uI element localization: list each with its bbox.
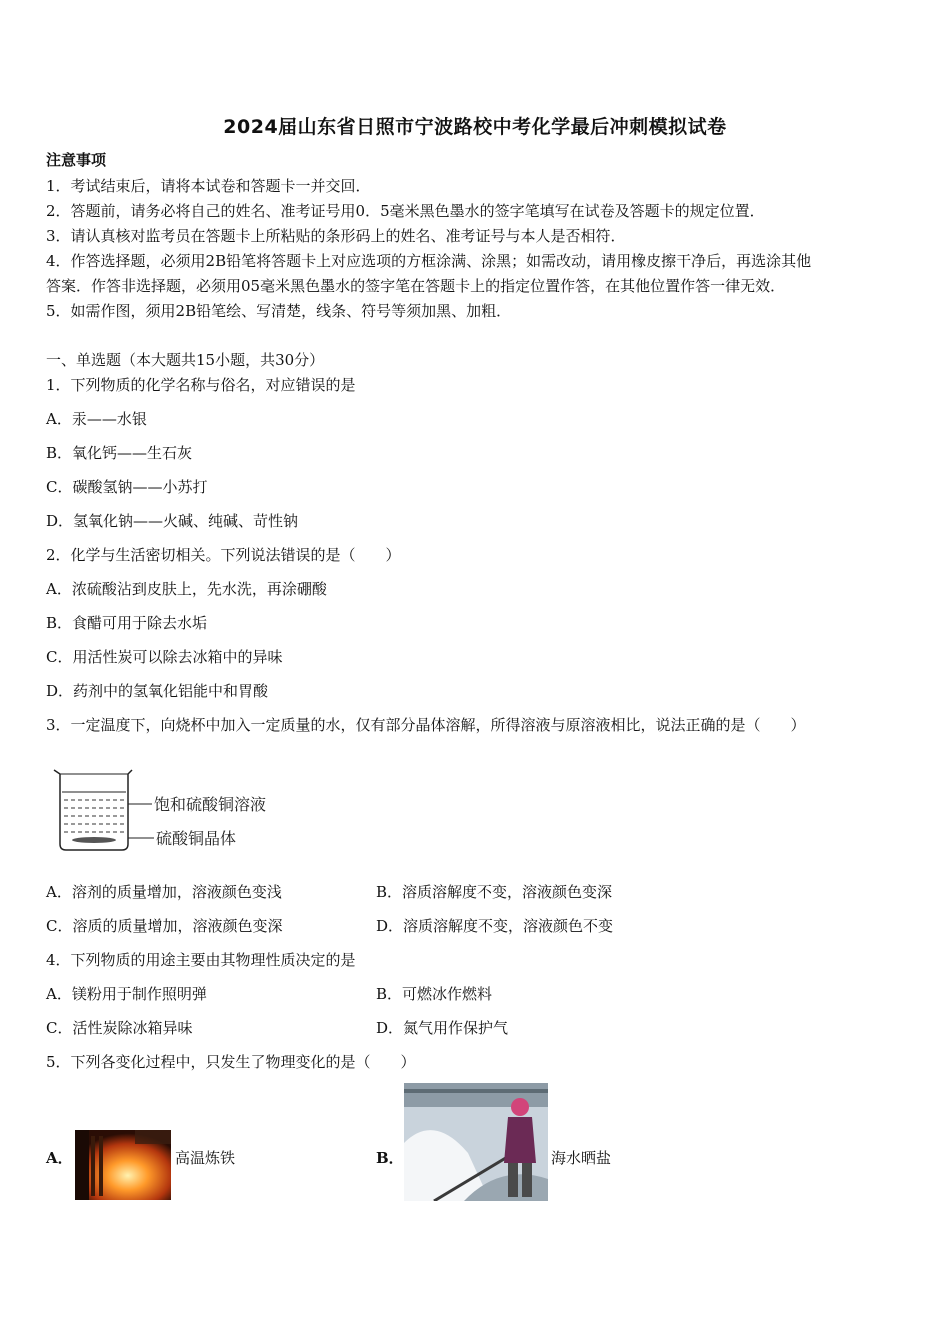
exam-title: 2024届山东省日照市宁波路校中考化学最后冲刺模拟试卷: [223, 116, 727, 138]
q2-option-c: C．用活性炭可以除去冰箱中的异味: [46, 648, 283, 666]
sea-salt-drying-photo: [404, 1083, 548, 1201]
q5-option-b-letter: B．: [376, 1149, 404, 1167]
q4-option-d: D．氮气用作保护气: [376, 1019, 509, 1037]
q2-option-d: D．药剂中的氢氧化铝能中和胃酸: [46, 682, 269, 700]
q4-option-b: B．可燃冰作燃料: [376, 985, 493, 1003]
solution-label: 饱和硫酸铜溶液: [154, 795, 267, 814]
q1-option-d: D．氢氧化钠——火碱、纯碱、苛性钠: [46, 512, 299, 530]
q1-option-a: A．汞——水银: [46, 410, 147, 428]
beaker-diagram: [50, 766, 290, 856]
question-4-stem: 4．下列物质的用途主要由其物理性质决定的是: [46, 951, 356, 969]
notice-item: 答案．作答非选择题，必须用05毫米黑色墨水的签字笔在答题卡上的指定位置作答，在其他位置作答一律无效．: [46, 277, 786, 295]
notice-item: 1．考试结束后，请将本试卷和答题卡一并交回．: [46, 177, 371, 195]
steel-smelting-photo: [75, 1130, 171, 1200]
question-2-stem: 2．化学与生活密切相关。下列说法错误的是（ ）: [46, 546, 401, 564]
question-3-stem: 3．一定温度下，向烧杯中加入一定质量的水，仅有部分晶体溶解，所得溶液与原溶液相比，说法正确的是（ ）: [46, 716, 806, 734]
crystal-deposit: [72, 837, 116, 843]
notice-item: 2．答题前，请务必将自己的姓名、准考证号用0．5毫米黑色墨水的签字笔填写在试卷及答题卡的规定位置．: [46, 202, 765, 220]
liquid-hatch: [64, 800, 124, 832]
q3-option-c: C．溶质的质量增加，溶液颜色变深: [46, 917, 283, 935]
q5-option-b-text: 海水晒盐: [551, 1149, 612, 1167]
q3-option-a: A．溶剂的质量增加，溶液颜色变浅: [46, 883, 282, 901]
crystal-label: 硫酸铜晶体: [156, 829, 237, 848]
q5-option-a-letter: A．: [46, 1149, 73, 1167]
question-1-stem: 1．下列物质的化学名称与俗名，对应错误的是: [46, 376, 356, 394]
q2-option-a: A．浓硫酸沾到皮肤上，先水洗，再涂硼酸: [46, 580, 327, 598]
q3-option-d: D．溶质溶解度不变，溶液颜色不变: [376, 917, 614, 935]
notice-item: 5．如需作图，须用2B铅笔绘、写清楚，线条、符号等须加黑、加粗．: [46, 302, 512, 320]
q3-option-b: B．溶质溶解度不变，溶液颜色变深: [376, 883, 613, 901]
q2-option-b: B．食醋可用于除去水垢: [46, 614, 208, 632]
q5-option-a-text: 高温炼铁: [175, 1149, 236, 1167]
question-5-stem: 5．下列各变化过程中，只发生了物理变化的是（ ）: [46, 1053, 416, 1071]
section-heading: 一、单选题（本大题共15小题，共30分）: [46, 351, 325, 369]
q1-option-c: C．碳酸氢钠——小苏打: [46, 478, 208, 496]
notice-item: 4．作答选择题，必须用2B铅笔将答题卡上对应选项的方框涂满、涂黑；如需改动，请用橡皮擦干净后，再选涂其他: [46, 252, 812, 270]
notice-heading: 注意事项: [46, 151, 107, 169]
q1-option-b: B．氧化钙——生石灰: [46, 444, 193, 462]
notice-item: 3．请认真核对监考员在答题卡上所粘贴的条形码上的姓名、准考证号与本人是否相符．: [46, 227, 626, 245]
q4-option-c: C．活性炭除冰箱异味: [46, 1019, 193, 1037]
q4-option-a: A．镁粉用于制作照明弹: [46, 985, 207, 1003]
